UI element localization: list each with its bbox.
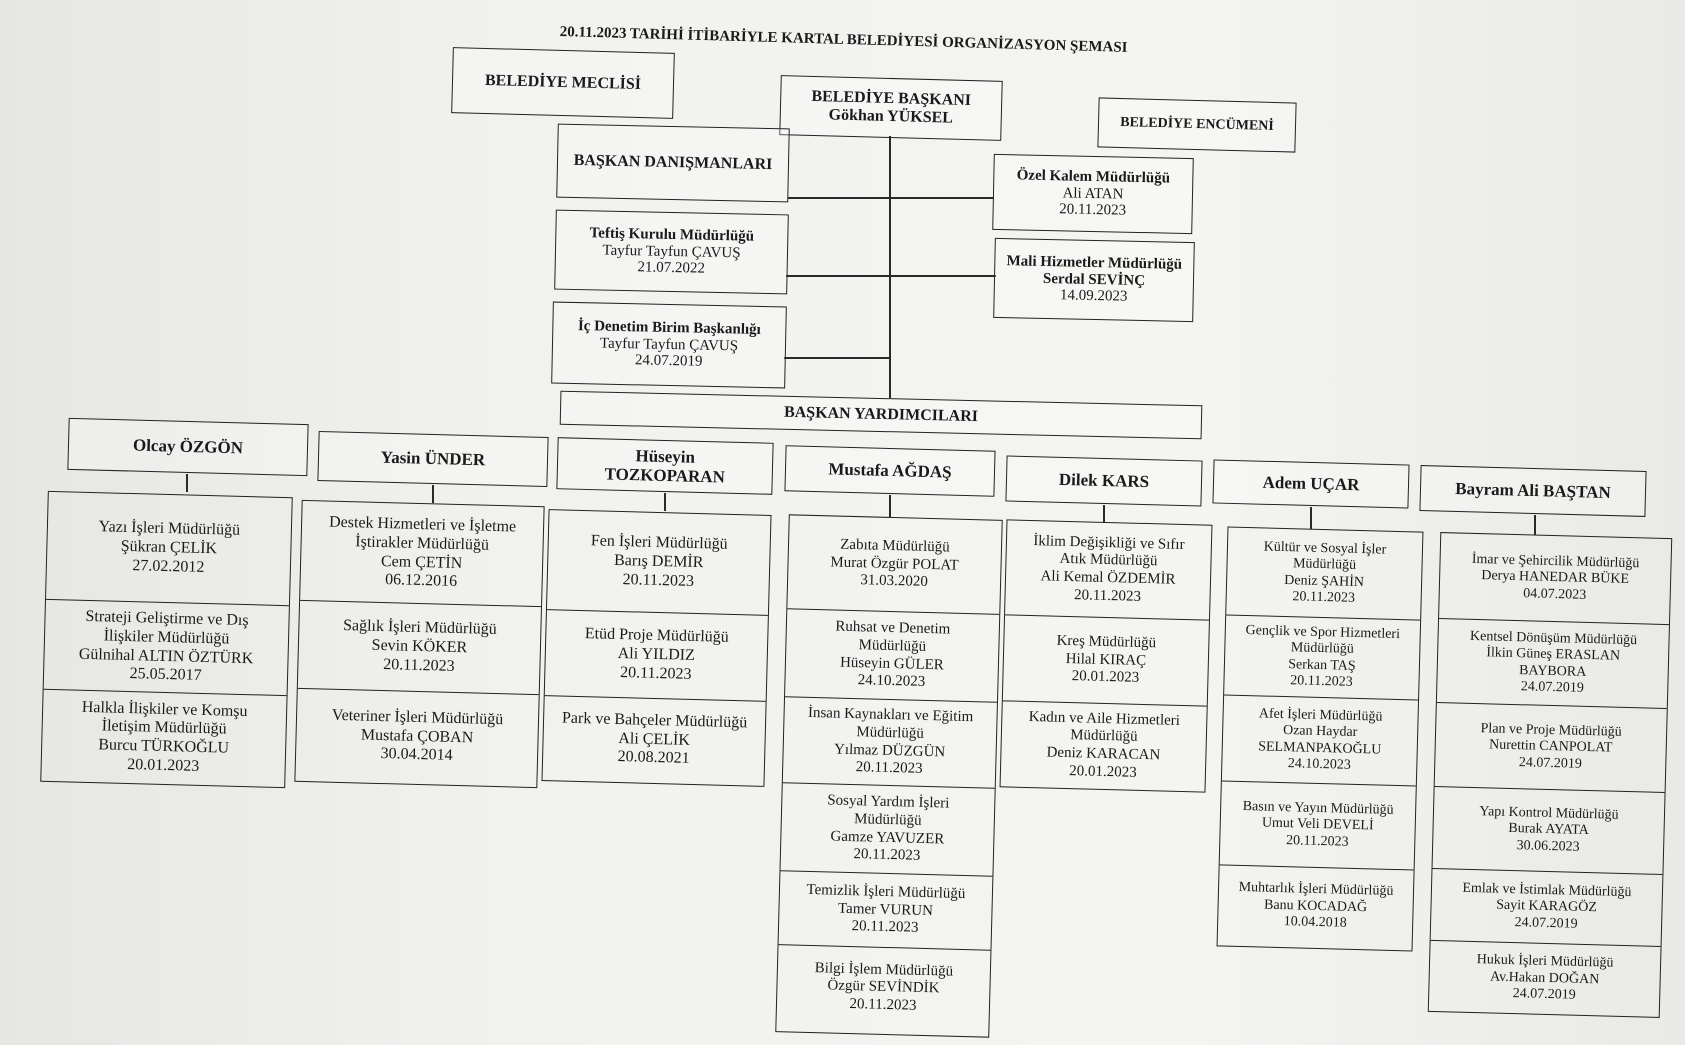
- chart-title: 20.11.2023 TARİHİ İTİBARİYLE KARTAL BELEDİYESİ ORGANİZASYON ŞEMASI: [559, 24, 1128, 56]
- connector-line: [186, 474, 188, 492]
- unit-name: Afet İşleri Müdürlüğü: [1258, 706, 1383, 725]
- connector-line: [1103, 505, 1105, 523]
- unit-person: Av.Hakan DOĞAN: [1489, 969, 1600, 988]
- unit-cell: [1222, 695, 1418, 786]
- unit-person: Sayit KARAGÖZ: [1495, 897, 1598, 916]
- unit-date: 25.05.2017: [129, 665, 202, 685]
- unit-person: Deniz KARACAN: [1046, 744, 1161, 764]
- belediye-baskani-box: [779, 75, 1002, 141]
- unit-cell: [46, 492, 292, 606]
- unit-name: Strateji Geliştirme ve Dış İlişkiler Müdürlüğü: [85, 607, 249, 648]
- unit-date: 06.12.2016: [384, 571, 458, 591]
- connector-line: [784, 357, 890, 359]
- unit-person: Derya HANEDAR BÜKE: [1481, 568, 1630, 588]
- unit-date: 14.09.2023: [1059, 287, 1128, 306]
- unit-cell: [300, 501, 544, 607]
- unit-cell: [543, 696, 766, 784]
- unit-cell: [1437, 619, 1669, 709]
- deputy-units-column: [1217, 527, 1424, 952]
- belediye-meclisi-box: [451, 47, 675, 119]
- baskan-danismanlari-box: [556, 124, 789, 203]
- unit-cell: [1431, 869, 1663, 947]
- unit-cell: [295, 689, 538, 785]
- belediye-encumeni-box: [1097, 97, 1296, 152]
- unit-name: Emlak ve İstimlak Müdürlüğü: [1462, 880, 1632, 901]
- unit-person: Barış DEMİR: [613, 552, 704, 572]
- unit-person: Ali ATAN: [1062, 184, 1124, 203]
- unit-name: Park ve Bahçeler Müdürlüğü: [561, 709, 748, 732]
- unit-cell: [776, 945, 990, 1031]
- unit-person: Tamer VURUN: [837, 900, 934, 919]
- unit-name: Ruhsat ve Denetim Müdürlüğü: [835, 618, 951, 655]
- ic-denetim-box: [551, 302, 787, 389]
- deputy-header: [556, 437, 773, 495]
- unit-person: Mustafa ÇOBAN: [360, 726, 474, 747]
- unit-cell: [547, 510, 771, 616]
- baskan-yardimcilari-bar: [560, 391, 1203, 440]
- unit-person: Ozan Haydar SELMANPAKOĞLU: [1257, 723, 1382, 758]
- ozel-kalem-box: [992, 154, 1194, 234]
- unit-name: İç Denetim Birim Başkanlığı: [577, 317, 761, 338]
- unit-person: Özgür SEVİNDİK: [827, 977, 940, 997]
- unit-date: 20.01.2023: [126, 755, 200, 775]
- unit-person: Gülnihal ALTIN ÖZTÜRK: [78, 645, 254, 667]
- unit-name: Özel Kalem Müdürlüğü: [1016, 167, 1171, 187]
- unit-name: Fen İşleri Müdürlüğü: [590, 532, 728, 554]
- unit-cell: [545, 610, 768, 702]
- unit-date: 21.07.2022: [637, 259, 706, 278]
- unit-date: 20.11.2023: [855, 759, 923, 777]
- unit-name: Hukuk İşleri Müdürlüğü: [1476, 952, 1614, 972]
- unit-name: Kadın ve Aile Hizmetleri Müdürlüğü: [1028, 708, 1181, 746]
- unit-person: İlkin Güneş ERASLAN BAYBORA: [1486, 645, 1621, 680]
- unit-person: Tayfur Tayfun ÇAVUŞ: [599, 335, 739, 355]
- unit-date: 20.11.2023: [383, 655, 455, 675]
- unit-cell: [41, 690, 286, 786]
- unit-cell: [1220, 781, 1416, 870]
- unit-name: Mali Hizmetler Müdürlüğü: [1006, 252, 1183, 273]
- unit-date: 24.07.2019: [1512, 986, 1576, 1003]
- unit-cell: [1226, 528, 1422, 621]
- unit-date: 24.07.2019: [634, 352, 703, 371]
- unit-name: Etüd Proje Müdürlüğü: [584, 625, 730, 647]
- unit-date: 20.11.2023: [1285, 832, 1349, 850]
- deputy-units-column: [1428, 532, 1672, 1018]
- belediye-encumeni-label: BELEDİYE ENCÜMENİ: [1120, 115, 1274, 135]
- unit-person: Umut Veli DEVELİ: [1261, 815, 1374, 834]
- unit-name: Kültür ve Sosyal İşler Müdürlüğü: [1263, 539, 1387, 574]
- unit-cell: [783, 697, 997, 789]
- unit-date: 24.10.2023: [857, 672, 926, 690]
- unit-person: Nurettin CANPOLAT: [1488, 737, 1613, 756]
- deputy-units-column: [1000, 519, 1213, 792]
- unit-name: Plan ve Proje Müdürlüğü: [1480, 721, 1622, 740]
- unit-date: 24.07.2019: [1520, 679, 1584, 696]
- belediye-meclisi-label: BELEDİYE MECLİSİ: [484, 72, 642, 94]
- unit-name: Bilgi İşlem Müdürlüğü: [814, 959, 954, 980]
- unit-cell: [298, 601, 541, 695]
- unit-date: 30.06.2023: [1516, 837, 1580, 855]
- connector-line: [788, 197, 994, 199]
- unit-name: BAŞKAN DANIŞMANLARI: [573, 151, 773, 174]
- deputy-header: [67, 418, 308, 476]
- mali-hizmetler-box: [993, 238, 1195, 322]
- deputy-header: [784, 445, 995, 496]
- deputy-name: Yasin ÜNDER: [380, 448, 486, 470]
- unit-cell: [1005, 520, 1211, 620]
- unit-name: Zabıta Müdürlüğü: [840, 536, 950, 556]
- deputy-name: Olcay ÖZGÖN: [132, 436, 244, 458]
- unit-name: Teftiş Kurulu Müdürlüğü: [589, 225, 755, 245]
- unit-cell: [1224, 616, 1420, 701]
- unit-cell: [779, 871, 993, 951]
- unit-cell: [44, 600, 289, 696]
- unit-name: Temizlik İşleri Müdürlüğü: [806, 882, 966, 903]
- unit-date: 24.07.2019: [1518, 754, 1582, 772]
- unit-person: Serdal SEVİNÇ: [1042, 270, 1146, 289]
- unit-cell: [780, 783, 994, 877]
- unit-person: Yılmaz DÜZGÜN: [833, 741, 946, 760]
- unit-date: 24.07.2019: [1514, 914, 1578, 932]
- unit-cell: [785, 609, 999, 703]
- deputy-name: Bayram Ali BAŞTAN: [1454, 479, 1611, 503]
- unit-name: Kreş Müdürlüğü: [1056, 632, 1157, 652]
- unit-date: 10.04.2018: [1283, 914, 1347, 931]
- unit-person: Ali YILDIZ: [617, 645, 696, 665]
- unit-cell: [1218, 865, 1414, 948]
- unit-person: Cem ÇETİN: [380, 552, 463, 572]
- unit-date: 20.11.2023: [622, 570, 695, 590]
- connector-line: [1534, 515, 1536, 535]
- unit-date: 20.11.2023: [1073, 586, 1142, 605]
- unit-date: 27.02.2012: [132, 556, 205, 576]
- unit-date: 31.03.2020: [860, 572, 929, 591]
- deputy-units-column: [775, 514, 1002, 1037]
- unit-date: 20.11.2023: [1059, 201, 1127, 220]
- unit-person: Sevin KÖKER: [371, 636, 468, 657]
- unit-person: Şükran ÇELİK: [120, 537, 218, 558]
- unit-person: Gamze YAVUZER: [830, 827, 945, 847]
- belediye-baskani-title: BELEDİYE BAŞKANI: [811, 88, 972, 110]
- unit-person: Hüseyin GÜLER: [839, 654, 945, 673]
- unit-date: 20.11.2023: [851, 918, 919, 937]
- deputy-header: [1005, 455, 1202, 506]
- deputy-units-column: [40, 491, 293, 788]
- unit-person: Burcu TÜRKOĞLU: [98, 736, 230, 757]
- baskan-yardimcilari-label: BAŞKAN YARDIMCILARI: [783, 403, 979, 426]
- deputy-name: Mustafa AĞDAŞ: [828, 459, 952, 483]
- unit-name: İmar ve Şehircilik Müdürlüğü: [1471, 551, 1640, 572]
- deputy-header: [1419, 465, 1646, 517]
- unit-person: Murat Özgür POLAT: [830, 554, 959, 574]
- unit-name: Sosyal Yardım İşleri Müdürlüğü: [827, 792, 950, 829]
- unit-name: İklim Değişikliği ve Sıfır Atık Müdürlüğü: [1033, 532, 1185, 570]
- unit-cell: [1003, 615, 1209, 706]
- unit-name: Basın ve Yayın Müdürlüğü: [1242, 798, 1394, 818]
- deputy-header: [317, 431, 548, 487]
- unit-date: 20.11.2023: [849, 995, 917, 1014]
- unit-name: Yazı İşleri Müdürlüğü: [98, 518, 241, 540]
- unit-cell: [1439, 533, 1671, 625]
- unit-date: 20.11.2023: [853, 846, 921, 864]
- unit-person: Burak AYATA: [1508, 821, 1589, 839]
- unit-date: 20.01.2023: [1069, 762, 1137, 781]
- unit-name: Sağlık İşleri Müdürlüğü: [342, 617, 497, 639]
- unit-person: Ali Kemal ÖZDEMİR: [1040, 568, 1176, 588]
- unit-date: 30.04.2014: [380, 745, 453, 765]
- unit-person: Hilal KIRAÇ: [1065, 650, 1147, 669]
- unit-person: Tayfur Tayfun ÇAVUŞ: [602, 242, 741, 262]
- connector-line: [432, 485, 434, 503]
- unit-cell: [1001, 701, 1207, 790]
- connector-line: [889, 495, 891, 517]
- unit-person: Serkan TAŞ: [1288, 656, 1356, 674]
- unit-name: Kentsel Dönüşüm Müdürlüğü: [1469, 628, 1638, 648]
- connector-line: [664, 493, 666, 511]
- connector-line: [786, 275, 996, 277]
- unit-date: 20.08.2021: [617, 748, 690, 768]
- unit-name: Destek Hizmetleri ve İşletme İştirakler Müdürlüğü: [328, 513, 517, 554]
- unit-date: 24.10.2023: [1287, 756, 1352, 773]
- unit-person: Ali ÇELİK: [618, 729, 691, 749]
- unit-name: Muhtarlık İşleri Müdürlüğü: [1238, 880, 1394, 900]
- unit-cell: [1433, 787, 1665, 875]
- unit-name: Gençlik ve Spor Hizmetleri Müdürlüğü: [1245, 622, 1401, 657]
- unit-name: İnsan Kaynakları ve Eğitim Müdürlüğü: [807, 705, 974, 742]
- deputy-name: Dilek KARS: [1058, 470, 1150, 492]
- unit-name: Yapı Kontrol Müdürlüğü: [1479, 804, 1619, 823]
- unit-cell: [1429, 941, 1661, 1017]
- deputy-name: Hüseyin TOZKOPARAN: [604, 446, 726, 487]
- belediye-baskani-name: Gökhan YÜKSEL: [828, 106, 954, 127]
- unit-person: Banu KOCADAĞ: [1263, 897, 1368, 916]
- unit-date: 04.07.2023: [1523, 585, 1587, 603]
- unit-name: Veteriner İşleri Müdürlüğü: [331, 706, 504, 729]
- unit-name: Halkla İlişkiler ve Komşu İletişim Müdürlüğü: [81, 698, 248, 738]
- unit-date: 20.11.2023: [619, 663, 692, 683]
- connector-line: [1310, 507, 1312, 529]
- deputy-units-column: [541, 509, 771, 787]
- unit-cell: [1435, 703, 1667, 793]
- unit-date: 20.11.2023: [1290, 673, 1353, 690]
- deputy-units-column: [294, 500, 544, 788]
- unit-date: 20.11.2023: [1292, 589, 1356, 606]
- unit-date: 20.01.2023: [1071, 668, 1140, 687]
- deputy-header: [1212, 459, 1409, 508]
- unit-cell: [787, 515, 1001, 615]
- teftis-kurulu-box: [554, 210, 789, 295]
- unit-person: Deniz ŞAHİN: [1284, 572, 1365, 590]
- deputy-name: Adem UÇAR: [1262, 473, 1360, 495]
